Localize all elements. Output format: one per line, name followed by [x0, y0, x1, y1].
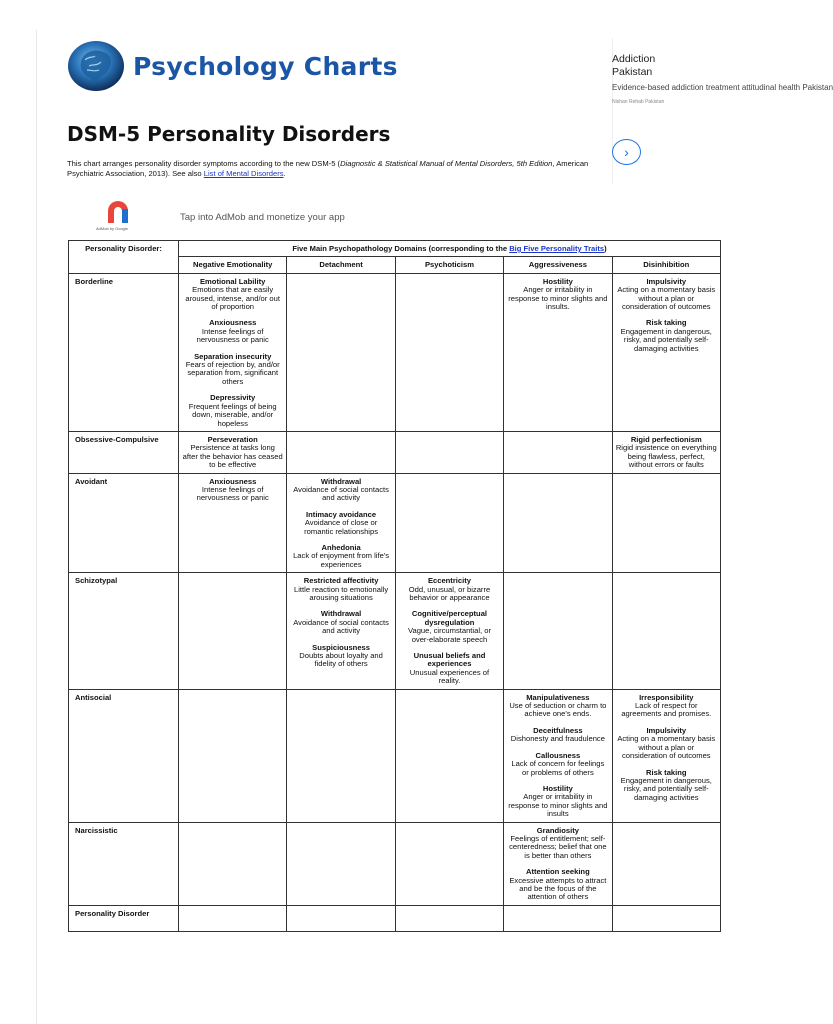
- symptom-description: Avoidance of close or romantic relationships: [304, 518, 379, 536]
- page-title: DSM-5 Personality Disorders: [67, 122, 391, 146]
- symptom-cell: [612, 689, 720, 822]
- table-row: [69, 905, 721, 931]
- admob-brand: AdMob by Google: [96, 226, 129, 231]
- symptom: [507, 694, 608, 719]
- symptom-description: Engagement in dangerous, risky, and potentially self-damaging activities: [620, 326, 712, 353]
- symptom-title: Rigid perfectionism: [630, 434, 702, 444]
- symptom: [399, 610, 500, 644]
- symptom-title: Impulsivity: [646, 276, 687, 286]
- chevron-right-icon[interactable]: ›: [612, 139, 641, 165]
- symptom-title: Deceitfulness: [533, 725, 583, 735]
- admob-logo-icon: [96, 199, 144, 235]
- site-header: [67, 40, 398, 92]
- symptom-cell: [612, 573, 720, 689]
- disorder-name: Schizotypal: [69, 573, 179, 689]
- symptom-description: Intense feelings of nervousness or panic: [196, 484, 269, 503]
- symptom-description: Avoidance of social contacts and activity: [293, 617, 389, 636]
- symptom-title: Attention seeking: [526, 867, 590, 877]
- table-header-row: [69, 241, 721, 257]
- symptom-title: Anxiousness: [209, 476, 257, 486]
- symptom-title: Withdrawal: [320, 609, 362, 619]
- symptom-description: Lack of respect for agreements and promises.: [621, 701, 712, 719]
- symptom-description: Lack of concern for feelings or problems of others: [511, 759, 605, 777]
- symptom-description: Intense feelings of nervousness or panic: [196, 326, 269, 345]
- symptom: [182, 436, 283, 470]
- symptom-cell: [287, 689, 395, 822]
- symptom: [507, 827, 608, 861]
- disorder-name: Personality Disorder: [69, 905, 179, 931]
- symptom-description: Avoidance of social contacts and activity: [293, 484, 389, 503]
- symptom: [507, 868, 608, 902]
- intro-italic: Diagnostic & Statistical Manual of Mental Disorders, 5th Edition: [340, 159, 553, 168]
- symptom-cell: [612, 431, 720, 473]
- symptom-description: Use of seduction or charm to achieve one's ends.: [509, 701, 607, 719]
- symptom-title: Perseveration: [207, 434, 258, 444]
- domain-header: Aggressiveness: [504, 257, 612, 273]
- symptom-description: Fears of rejection by, and/or separation from, significant others: [185, 360, 280, 386]
- ad-panel[interactable]: [612, 53, 833, 160]
- symptom-description: Engagement in dangerous, risky, and potentially self-damaging activities: [620, 775, 712, 802]
- disorder-name: Borderline: [69, 273, 179, 431]
- symptom-description: Vague, circumstantial, or over-elaborate speech: [407, 626, 491, 644]
- symptom-cell: [179, 273, 287, 431]
- admob-banner[interactable]: [96, 199, 345, 235]
- table-row: [69, 689, 721, 822]
- site-title[interactable]: Psychology Charts: [133, 51, 398, 81]
- symptom-cell: [612, 473, 720, 573]
- symptom: [507, 278, 608, 312]
- table-row: [69, 822, 721, 905]
- symptom: [182, 478, 283, 503]
- symptom: [290, 511, 391, 536]
- symptom: [182, 319, 283, 344]
- disorder-name: Antisocial: [69, 689, 179, 822]
- table-row: [69, 431, 721, 473]
- symptom-cell: [395, 473, 503, 573]
- symptom-cell: [287, 473, 395, 573]
- symptom: [616, 694, 717, 719]
- symptom-cell: [179, 431, 287, 473]
- symptom-cell: [179, 573, 287, 689]
- intro-text: This chart arranges personality disorder symptoms according to the new DSM-5 (: [67, 159, 341, 168]
- admob-tagline[interactable]: Tap into AdMob and monetize your app: [180, 211, 345, 223]
- symptom-cell: [504, 905, 612, 931]
- symptom-description: Dishonesty and fraudulence: [510, 734, 605, 744]
- symptom-title: Suspiciousness: [312, 642, 370, 652]
- symptom-title: Emotional Lability: [199, 276, 266, 286]
- symptom-cell: [395, 431, 503, 473]
- symptom-description: Persistence at tasks long after the behavior has ceased to be effective: [182, 443, 283, 470]
- symptom-cell: [504, 573, 612, 689]
- symptom-description: Doubts about loyalty and fidelity of others: [299, 651, 383, 669]
- ad-title[interactable]: Addiction Pakistan: [612, 53, 656, 78]
- symptom-title: Grandiosity: [536, 825, 579, 835]
- symptom-cell: [179, 822, 287, 905]
- symptom: [399, 652, 500, 686]
- disorder-name: Avoidant: [69, 473, 179, 573]
- symptom-title: Intimacy avoidance: [306, 509, 377, 519]
- intro-text: , American Psychiatric Association, 2013). See also: [67, 159, 589, 178]
- symptom-cell: [395, 689, 503, 822]
- symptom-title: Anhedonia: [321, 542, 361, 552]
- symptom-cell: [287, 822, 395, 905]
- symptom-cell: [395, 905, 503, 931]
- symptom: [507, 727, 608, 744]
- symptom-cell: [395, 822, 503, 905]
- symptom-description: Frequent feelings of being down, miserable, and/or hopeless: [188, 401, 277, 428]
- symptom: [290, 644, 391, 669]
- symptom-cell: [287, 431, 395, 473]
- brain-logo-icon[interactable]: [67, 40, 125, 92]
- symptom-title: Depressivity: [210, 393, 256, 403]
- symptom: [182, 353, 283, 387]
- symptom: [182, 394, 283, 428]
- symptom-title: Anxiousness: [209, 318, 257, 328]
- symptom: [182, 278, 283, 312]
- symptom: [290, 610, 391, 635]
- symptom-title: Withdrawal: [320, 476, 362, 486]
- ad-source: Nishan Rehab Pakistan: [612, 99, 665, 105]
- symptom-title: Risk taking: [646, 318, 687, 328]
- symptom-description: Rigid insistence on everything being flawless, perfect, without errors or faults: [615, 443, 717, 470]
- mental-disorders-link[interactable]: List of Mental Disorders: [203, 169, 284, 178]
- symptom-title: Separation insecurity: [194, 351, 272, 361]
- domain-header: Detachment: [287, 257, 395, 273]
- symptom-description: Unusual experiences of reality.: [409, 667, 490, 686]
- symptom-title: Eccentricity: [427, 576, 471, 586]
- symptom-title: Hostility: [542, 783, 573, 793]
- symptom-description: Excessive attempts to attract and be the focus of the attention of others: [509, 875, 607, 902]
- symptom-cell: [612, 905, 720, 931]
- domain-header: Negative Emotionality: [179, 257, 287, 273]
- table-row: [69, 473, 721, 573]
- symptom-cell: [395, 573, 503, 689]
- symptom: [399, 577, 500, 602]
- symptom-title: Callousness: [535, 750, 581, 760]
- intro-paragraph: [67, 159, 607, 179]
- symptom-cell: [504, 431, 612, 473]
- table-row: [69, 573, 721, 689]
- symptom-title: Impulsivity: [646, 725, 687, 735]
- domain-header: Disinhibition: [612, 257, 720, 273]
- symptom-title: Restricted affectivity: [303, 576, 379, 586]
- symptom-description: Anger or irritability in response to minor slights and insults: [508, 792, 608, 819]
- symptom: [616, 727, 717, 761]
- header-domains-end: ): [604, 244, 607, 253]
- symptom-cell: [179, 689, 287, 822]
- header-disorder: Personality Disorder:: [69, 241, 179, 274]
- symptom-cell: [287, 273, 395, 431]
- symptom: [616, 769, 717, 803]
- symptom-description: Lack of enjoyment from life's experiences: [293, 551, 390, 569]
- symptom: [616, 278, 717, 312]
- symptom-description: Anger or irritability in response to minor slights and insults.: [508, 285, 608, 312]
- symptom-description: Acting on a momentary basis without a plan or consideration of outcomes: [617, 285, 716, 312]
- symptom-description: Little reaction to emotionally arousing situations: [294, 584, 389, 602]
- symptom-title: Irresponsibility: [639, 692, 694, 702]
- symptom: [616, 319, 717, 353]
- ad-body: Evidence-based addiction treatment attitudinal health Pakistan: [612, 83, 833, 92]
- disorder-name: Obsessive-Compulsive: [69, 431, 179, 473]
- symptom: [507, 752, 608, 777]
- symptom-cell: [179, 905, 287, 931]
- disorders-table: [68, 240, 721, 932]
- symptom: [616, 436, 717, 470]
- disorder-name: Narcissistic: [69, 822, 179, 905]
- symptom-title: Risk taking: [646, 767, 687, 777]
- symptom-title: Cognitive/perceptual dysregulation: [411, 609, 488, 627]
- domain-header: Psychoticism: [395, 257, 503, 273]
- symptom: [290, 577, 391, 602]
- symptom-description: Acting on a momentary basis without a plan or consideration of outcomes: [617, 734, 716, 761]
- symptom-cell: [179, 473, 287, 573]
- symptom-cell: [504, 689, 612, 822]
- symptom: [290, 478, 391, 503]
- header-domains: [179, 241, 721, 257]
- symptom-cell: [612, 822, 720, 905]
- symptom-title: Manipulativeness: [526, 692, 590, 702]
- symptom-title: Hostility: [542, 276, 573, 286]
- symptom-title: Unusual beliefs and experiences: [413, 651, 486, 669]
- symptom-cell: [287, 573, 395, 689]
- big-five-link[interactable]: Big Five Personality Traits: [509, 244, 605, 253]
- symptom: [507, 785, 608, 819]
- symptom-description: Odd, unusual, or bizarre behavior or appearance: [408, 584, 491, 602]
- symptom: [290, 544, 391, 569]
- symptom-cell: [395, 273, 503, 431]
- symptom-cell: [287, 905, 395, 931]
- table-row: [69, 273, 721, 431]
- symptom-cell: [612, 273, 720, 431]
- symptom-cell: [504, 822, 612, 905]
- symptom-description: Feelings of entitlement; self-centeredness; belief that one is better than others: [509, 833, 607, 860]
- intro-text: .: [283, 169, 286, 178]
- symptom-description: Emotions that are easily aroused, intense, and/or out of proportion: [185, 285, 280, 312]
- header-domains-text: Five Main Psychopathology Domains (corresponding to the: [292, 244, 510, 253]
- symptom-cell: [504, 473, 612, 573]
- symptom-cell: [504, 273, 612, 431]
